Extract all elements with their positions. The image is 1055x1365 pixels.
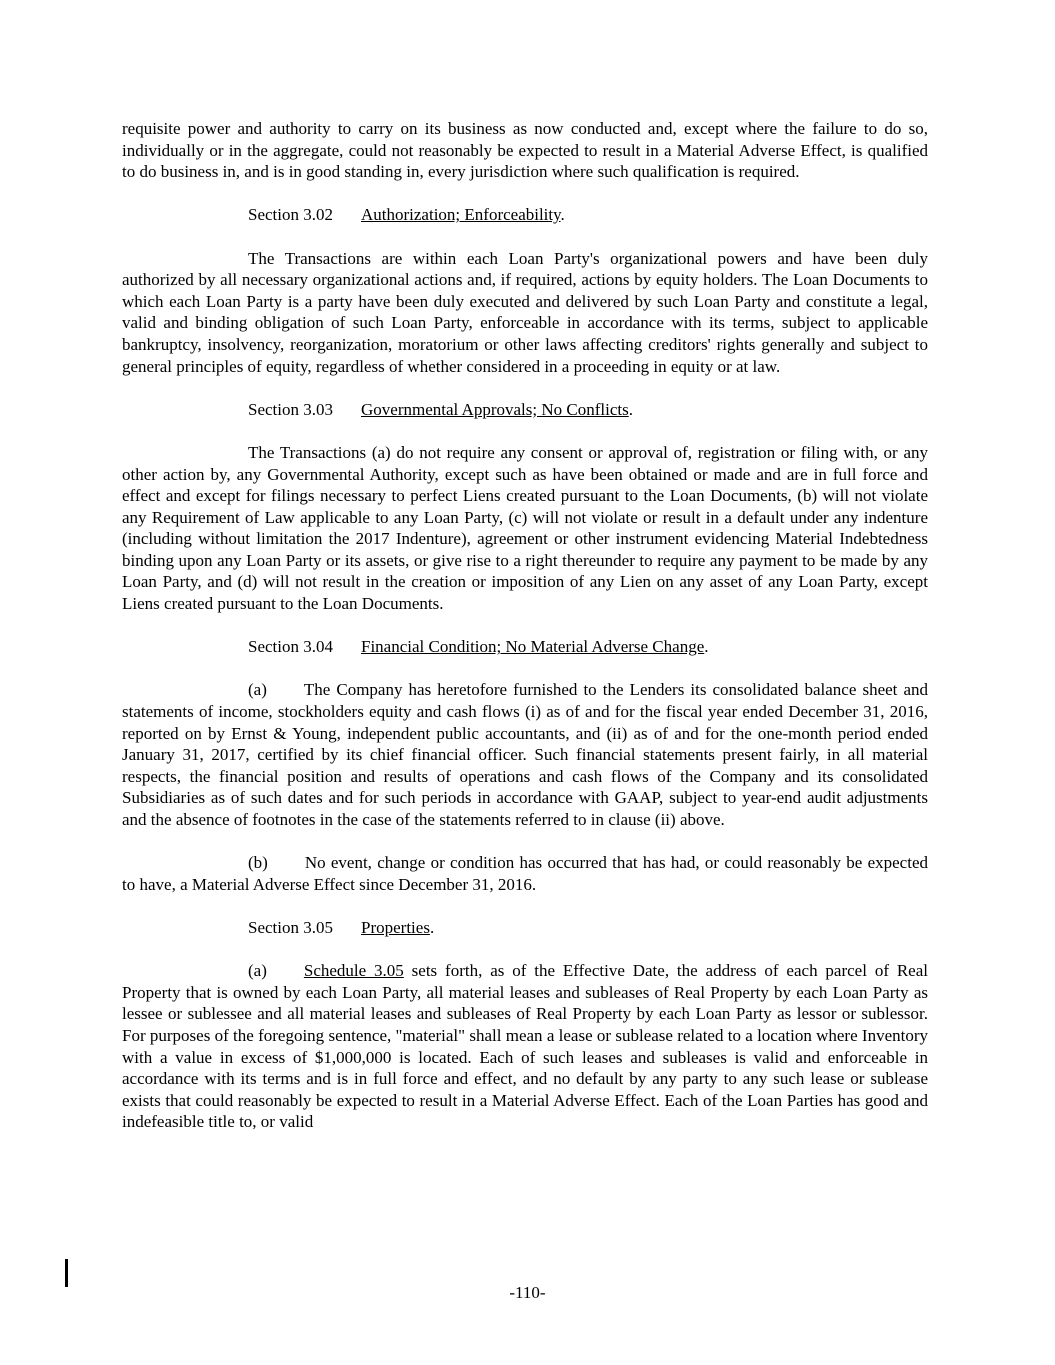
- page-footer: [0, 1282, 1055, 1304]
- section-title: Financial Condition; No Material Adverse Change: [361, 637, 705, 657]
- paragraph-continuation: requisite power and authority to carry on its business as now conducted and, except where the failure to do so, individually or in the aggregate, could not reasonably be expected to result in a Material Adverse Effect, is qualified to do business in, and is in good standing in, every jurisdiction where such qualification is required.: [122, 119, 928, 182]
- paragraph-3-04-a: [122, 679, 928, 830]
- paragraph-3-05-a: [122, 960, 928, 1133]
- paragraph-3-03-body: The Transactions (a) do not require any consent or approval of, registration or filing with, or any other action by, any Governmental Authority, except such as have been obtained or made and are in full force and effect and except for filings necessary to perfect Liens created pursuant to the Loan Documents, (b) will not violate any Requirement of Law applicable to any Loan Party, (c) will not violate or result in a default under any indenture (including without limitation the 2017 Indenture), agreement or other instrument evidencing Material Indebtedness binding upon any Loan Party or its assets, or give rise to a right thereunder to require any payment to be made by any Loan Party, and (d) will not result in the creation or imposition of any Lien on any asset of any Loan Party, except Liens created pursuant to the Loan Documents.: [122, 442, 928, 614]
- section-title: Governmental Approvals; No Conflicts: [361, 399, 629, 419]
- clause-text: The Company has heretofore furnished to the Lenders its consolidated balance sheet and statements of income, stockholders equity and cash flows (i) as of and for the fiscal year ended December 31, 2016, reported on by Ernst & Young, independent public accountants, and (ii) as of and for the one-month period ended January 31, 2017, certified by its chief financial officer. Such financial statements present fairly, in all material respects, the financial position and results of operations and cash flows of the Company and its consolidated Subsidiaries as of such dates and for such periods in accordance with GAAP, subject to year-end audit adjustments and the absence of footnotes in the case of the statements referred to in clause (ii) above.: [122, 680, 928, 829]
- clause-label: (b): [248, 853, 268, 873]
- section-heading-3-04: [248, 636, 928, 658]
- section-heading-3-05: [248, 917, 928, 939]
- section-number: Section 3.02: [248, 205, 333, 225]
- section-title: Properties: [361, 917, 430, 937]
- clause-text: sets forth, as of the Effective Date, the address of each parcel of Real Property that is owned by each Loan Party, all material leases and subleases of Real Property by each Loan Party as lessee or sublessee and all material leases and subleases of Real Property by each Loan Party as lessor or sublessor. For purposes of the foregoing sentence, "material" shall mean a lease or sublease related to a location where Inventory with a value in excess of $1,000,000 is located. Each of such leases and subleases is valid and enforceable in accordance with its terms and is in full force and effect, and no default by any party to any such lease or sublease exists that could reasonably be expected to result in a Material Adverse Effect. Each of the Loan Parties has good and indefeasible title to, or valid: [122, 961, 928, 1132]
- paragraph-3-02-body: The Transactions are within each Loan Party's organizational powers and have been duly authorized by all necessary organizational actions and, if required, actions by equity holders. The Loan Documents to which each Loan Party is a party have been duly executed and delivered by such Loan Party and constitute a legal, valid and binding obligation of such Loan Party, enforceable in accordance with its terms, subject to applicable bankruptcy, insolvency, reorganization, moratorium or other laws affecting creditors' rights generally and subject to general principles of equity, regardless of whether considered in a proceeding in equity or at law.: [122, 248, 928, 376]
- clause-label: (a): [248, 680, 267, 700]
- paragraph-3-04-b: [122, 852, 928, 895]
- schedule-reference: Schedule 3.05: [303, 961, 404, 981]
- section-title: Authorization; Enforceability: [361, 205, 561, 225]
- document-body: [122, 118, 928, 1155]
- page-number: -110-: [509, 1283, 546, 1302]
- section-title-period: .: [429, 917, 435, 937]
- clause-text: No event, change or condition has occurred that has had, or could reasonably be expected to have, a Material Adverse Effect since December 31, 2016.: [122, 853, 928, 894]
- section-heading-3-03: [248, 399, 928, 421]
- clause-label: (a): [248, 961, 267, 981]
- section-number: Section 3.03: [248, 399, 333, 419]
- section-title-period: .: [560, 205, 565, 225]
- section-heading-3-02: [248, 204, 928, 226]
- section-title-period: .: [628, 399, 633, 419]
- section-number: Section 3.04: [248, 637, 333, 657]
- section-number: Section 3.05: [248, 917, 333, 937]
- section-title-period: .: [704, 637, 709, 657]
